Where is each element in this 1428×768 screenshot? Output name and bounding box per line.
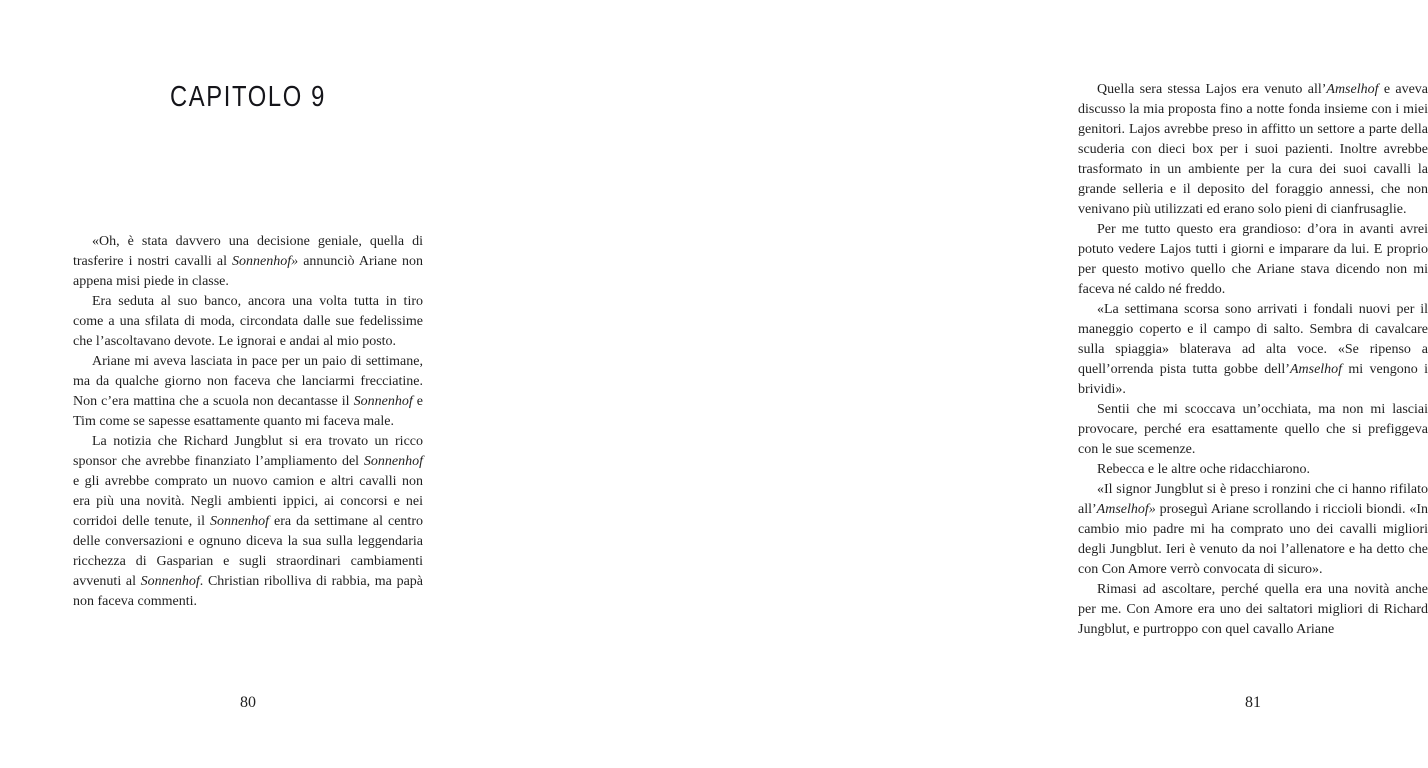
paragraph: Ariane mi aveva lasciata in pace per un paio di settimane, ma da qualche giorno non faceva che lanciarmi frecciatine. Non c’era mattina che a scuola non decantasse il Sonnenhof e Tim come se sapesse esattamente quanto mi faceva male. — [73, 354, 424, 429]
page-number-right: 81 — [1245, 694, 1261, 711]
chapter-heading: CAPITOLO 9 — [169, 81, 327, 113]
paragraph: Era seduta al suo banco, ancora una volta tutta in tiro come a una sfilata di moda, circondata dalle sue fedelissime che l’ascoltavano devote. Le ignorai e andai al mio posto. — [73, 294, 423, 349]
paragraph: Rimasi ad ascoltare, perché quella era una novità anche per me. Con Amore era uno dei saltatori migliori di Richard Jungblut, e purtroppo con quel cavallo Ariane — [1078, 582, 1428, 637]
italic-term: Sonnenhof — [140, 574, 200, 589]
paragraph: Quella sera stessa Lajos era venuto all’Amselhof e aveva discusso la mia proposta fino a notte fonda insieme con i miei genitori. Lajos avrebbe preso in affitto un settore a parte della scuderia con dieci box per i suoi pazienti. Inoltre avrebbe trasformato in un ambiente per la cura dei suoi cavalli la grande selleria e il deposito del foraggio annessi, che non venivano più utilizzati ed erano solo pieni di cianfrusaglie. — [1078, 82, 1428, 217]
paragraph: La notizia che Richard Jungblut si era trovato un ricco sponsor che avrebbe finanziato l’ampliamento del Sonnenhof e gli avrebbe comprato un nuovo camion e altri cavalli non era più una novità. Negli ambienti ippici, ai concorsi e nei corridoi delle tenute, il Sonnenhof era da settimane al centro delle conversazioni e ognuno diceva la sua sulla leggendaria ricchezza di Gasparian e sugli straordinari cambiamenti avvenuti al Sonnenhof. Christian ribolliva di rabbia, ma papà non faceva commenti. — [73, 434, 424, 609]
italic-term: Sonnenhof» — [232, 254, 299, 269]
paragraph: Sentii che mi scoccava un’occhiata, ma non mi lasciai provocare, perché era esattamente quello che si prefiggeva con le sue scemenze. — [1078, 402, 1428, 457]
paragraph: «La settimana scorsa sono arrivati i fondali nuovi per il maneggio coperto e il campo di salto. Sembra di cavalcare sulla spiaggia» blaterava ad alta voce. «Se ripenso a quell’orrenda pista tutta gobbe dell’Amselhof mi vengono i brividi». — [1078, 302, 1428, 397]
page-left — [0, 0, 500, 768]
italic-term: Amselhof — [1326, 82, 1379, 97]
page-right-text — [1078, 80, 1428, 640]
page-number-left: 80 — [240, 694, 256, 711]
italic-term: Sonnenhof — [363, 454, 423, 469]
page-left-text — [73, 232, 423, 612]
italic-term: Sonnenhof — [209, 514, 270, 529]
italic-term: Sonnenhof — [353, 394, 413, 409]
italic-term: Amselhof — [1289, 362, 1343, 377]
paragraph: Rebecca e le altre oche ridacchiarono. — [1097, 462, 1310, 477]
italic-term: Amselhof» — [1096, 502, 1156, 517]
paragraph: Per me tutto questo era grandioso: d’ora in avanti avrei potuto vedere Lajos tutti i giorni e imparare da lui. E proprio per questo motivo quello che Ariane stava dicendo non mi faceva né caldo né freddo. — [1078, 222, 1428, 297]
page-right — [500, 0, 1428, 768]
paragraph: «Oh, è stata davvero una decisione geniale, quella di trasferire i nostri cavalli al Sonnenhof» annunciò Ariane non appena misi piede in classe. — [73, 234, 423, 289]
paragraph: «Il signor Jungblut si è preso i ronzini che ci hanno rifilato all’Amselhof» proseguì Ariane scrollando i riccioli biondi. «In cambio mio padre mi ha comprato uno dei cavalli migliori degli Jungblut. Ieri è venuto da noi l’allenatore e ha detto che con Con Amore verrò convocata di sicuro». — [1078, 482, 1428, 577]
